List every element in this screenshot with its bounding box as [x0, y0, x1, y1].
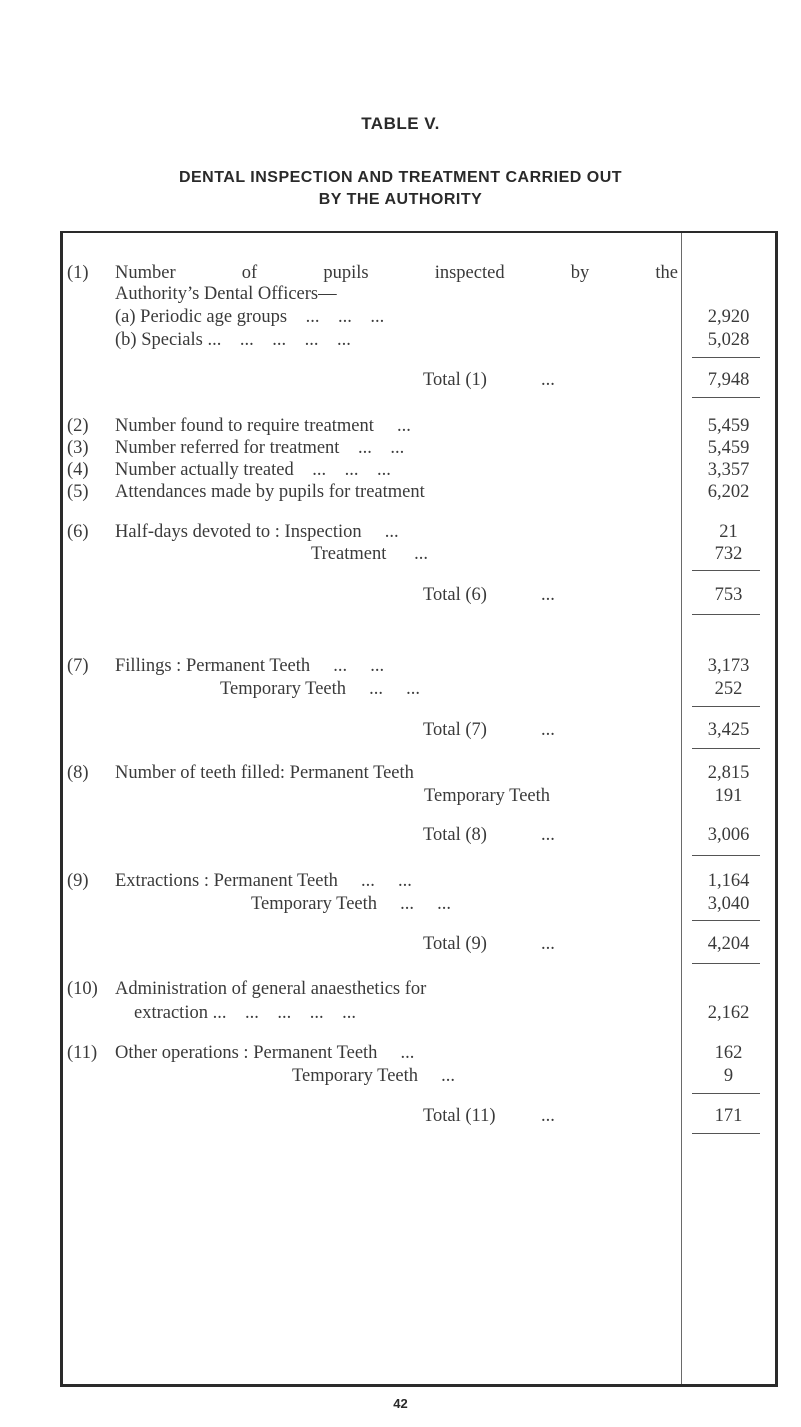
row-value: 3,040 — [707, 894, 750, 914]
subtotal-rule — [692, 570, 760, 571]
row-value: 252 — [714, 679, 743, 699]
total-label: Total (8) — [423, 825, 487, 845]
total-rule — [692, 397, 760, 398]
total-rule — [692, 855, 760, 856]
row-label: extraction ... ... ... ... ... — [134, 1003, 356, 1023]
row-value: 6,202 — [707, 482, 750, 502]
row-number: (3) — [67, 438, 89, 458]
row-label: Extractions : Permanent Teeth ... ... — [115, 871, 412, 891]
column-divider — [681, 233, 682, 1384]
row-number: (8) — [67, 763, 89, 783]
total-dots: ... — [541, 720, 555, 740]
row-value: 3,357 — [707, 460, 750, 480]
row-value: 2,815 — [707, 763, 750, 783]
total-label: Total (11) — [423, 1106, 496, 1126]
row-label: Temporary Teeth — [424, 786, 551, 806]
row-label: Number of teeth filled: Permanent Teeth — [115, 763, 414, 783]
row-value: 9 — [723, 1066, 734, 1086]
row-number: (2) — [67, 416, 89, 436]
row-label: Temporary Teeth ... ... — [251, 894, 452, 914]
subtotal-rule — [692, 1093, 760, 1094]
row-number: (4) — [67, 460, 89, 480]
total-label: Total (7) — [423, 720, 487, 740]
row-value: 1,164 — [707, 871, 750, 891]
right-border — [775, 231, 778, 1387]
row-label: Treatment ... — [311, 544, 428, 564]
total-dots: ... — [541, 370, 555, 390]
total-dots: ... — [541, 1106, 555, 1126]
row-value: 162 — [714, 1043, 743, 1063]
row-number: (9) — [67, 871, 89, 891]
row-number: (5) — [67, 482, 89, 502]
row-label: Attendances made by pupils for treatment — [115, 482, 425, 502]
row-value: 5,028 — [707, 330, 750, 350]
row-label: Temporary Teeth ... — [292, 1066, 456, 1086]
row-number: (11) — [67, 1043, 98, 1063]
row-label: Other operations : Permanent Teeth ... — [115, 1043, 415, 1063]
row-value: 21 — [719, 522, 738, 542]
row-label: Authority’s Dental Officers— — [115, 284, 337, 304]
row-label: (b) Specials ... ... ... ... ... — [115, 330, 351, 350]
row-value: 2,162 — [707, 1003, 750, 1023]
row-label: (a) Periodic age groups ... ... ... — [115, 307, 385, 327]
row-label: Number found to require treatment ... — [115, 416, 411, 436]
row-number: (6) — [67, 522, 89, 542]
row-value: 5,459 — [707, 438, 750, 458]
left-border — [60, 231, 63, 1387]
total-label: Total (9) — [423, 934, 487, 954]
total-dots: ... — [541, 934, 555, 954]
row-label: Fillings : Permanent Teeth ... ... — [115, 656, 385, 676]
total-dots: ... — [541, 585, 555, 605]
page-number: 42 — [393, 1396, 408, 1411]
row-value: 5,459 — [707, 416, 750, 436]
row-value: 2,920 — [707, 307, 750, 327]
total-label: Total (6) — [423, 585, 487, 605]
top-rule — [60, 231, 778, 233]
total-value: 7,948 — [707, 370, 750, 390]
row-label: Number referred for treatment ... ... — [115, 438, 405, 458]
row-label: Half-days devoted to : Inspection ... — [115, 522, 399, 542]
table-subtitle-line-2: BY THE AUTHORITY — [318, 191, 483, 208]
total-value: 3,425 — [707, 720, 750, 740]
row-value: 3,173 — [707, 656, 750, 676]
total-value: 3,006 — [707, 825, 750, 845]
total-label: Total (1) — [423, 370, 487, 390]
total-value: 171 — [714, 1106, 743, 1126]
row-value: 732 — [714, 544, 743, 564]
total-value: 4,204 — [707, 934, 750, 954]
total-value: 753 — [714, 585, 743, 605]
total-rule — [692, 1133, 760, 1134]
total-dots: ... — [541, 825, 555, 845]
row-number: (7) — [67, 656, 89, 676]
row-label: Number actually treated ... ... ... — [115, 460, 391, 480]
total-rule — [692, 614, 760, 615]
subtotal-rule — [692, 920, 760, 921]
subtotal-rule — [692, 706, 760, 707]
subtotal-rule — [692, 357, 760, 358]
bottom-rule — [60, 1384, 778, 1387]
row-label: Temporary Teeth ... ... — [220, 679, 421, 699]
row-label: Number of pupils inspected by the — [115, 263, 678, 283]
row-label: Administration of general anaesthetics for — [115, 979, 427, 999]
total-rule — [692, 748, 760, 749]
row-number: (1) — [67, 263, 89, 283]
table-subtitle-line-1: DENTAL INSPECTION AND TREATMENT CARRIED OUT — [178, 169, 623, 186]
total-rule — [692, 963, 760, 964]
row-number: (10) — [67, 979, 98, 999]
table-title: TABLE V. — [361, 114, 440, 133]
row-value: 191 — [714, 786, 743, 806]
